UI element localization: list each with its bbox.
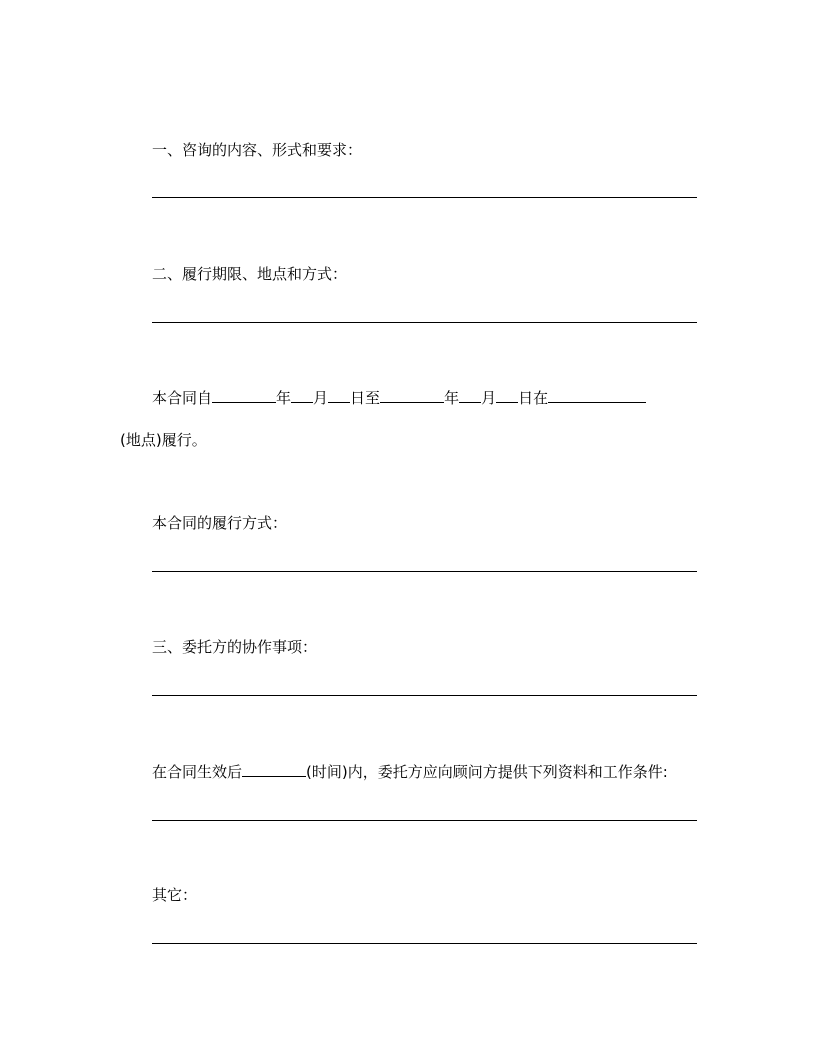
month-label-1: 月 <box>313 389 329 407</box>
section-1-heading: 一、咨询的内容、形式和要求： <box>152 141 363 159</box>
fill-line-materials[interactable] <box>152 820 697 821</box>
section-2-heading: 二、履行期限、地点和方式： <box>152 265 348 283</box>
fill-line-other[interactable] <box>152 943 697 944</box>
year-label-1: 年 <box>276 389 292 407</box>
provide-sentence <box>152 761 668 782</box>
day-to-label: 日至 <box>350 389 381 407</box>
time-blank[interactable] <box>242 761 306 777</box>
start-month-blank[interactable] <box>291 387 313 403</box>
start-day-blank[interactable] <box>328 387 350 403</box>
fill-line-consult-content[interactable] <box>152 197 697 198</box>
location-suffix: (地点)履行。 <box>120 431 207 449</box>
day-at-label: 日在 <box>518 389 549 407</box>
method-label: 本合同的履行方式： <box>152 514 288 532</box>
section-3-heading: 三、委托方的协作事项： <box>152 638 318 656</box>
end-day-blank[interactable] <box>496 387 518 403</box>
year-label-2: 年 <box>444 389 460 407</box>
fill-line-term-place-method[interactable] <box>152 322 697 323</box>
end-year-blank[interactable] <box>380 387 444 403</box>
location-blank[interactable] <box>548 387 646 403</box>
fill-line-method[interactable] <box>152 571 697 572</box>
provide-prefix: 在合同生效后 <box>152 763 243 781</box>
month-label-2: 月 <box>481 389 497 407</box>
fill-line-cooperation[interactable] <box>152 695 697 696</box>
other-label: 其它： <box>152 886 198 904</box>
end-month-blank[interactable] <box>459 387 481 403</box>
period-sentence <box>152 387 646 408</box>
provide-suffix: (时间)内，委托方应向顾问方提供下列资料和工作条件: <box>306 763 668 781</box>
period-prefix: 本合同自 <box>152 389 213 407</box>
start-year-blank[interactable] <box>212 387 276 403</box>
